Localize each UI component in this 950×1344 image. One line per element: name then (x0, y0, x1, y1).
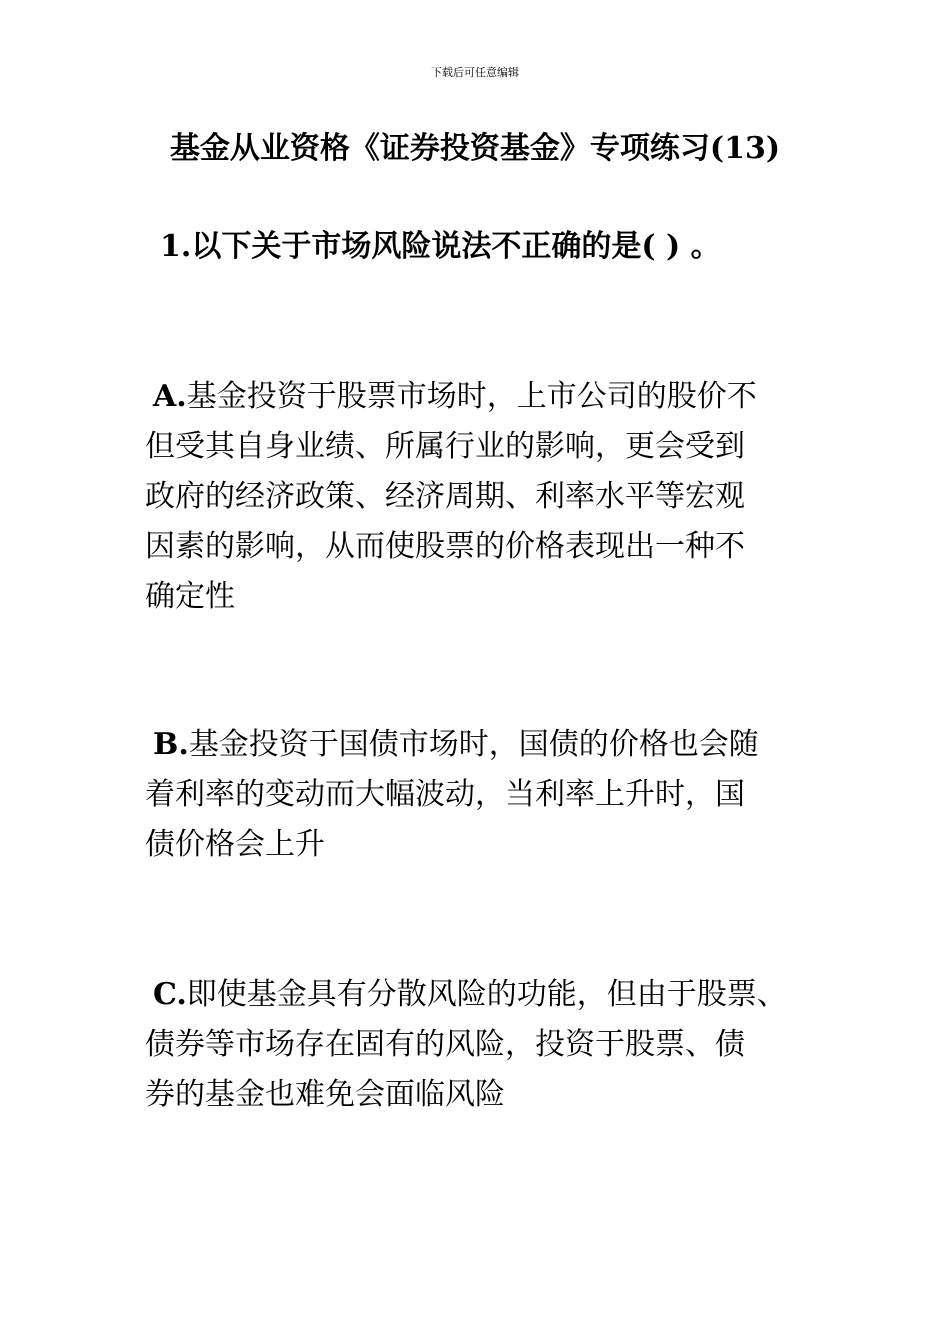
option-c-line-3: 券的基金也难免会面临风险 (145, 1077, 505, 1112)
option-a-line-4: 因素的影响，从而使股票的价格表现出一种不 (145, 529, 745, 564)
option-a-letter: A. (153, 379, 187, 414)
option-a-line-5: 确定性 (145, 579, 235, 614)
option-b-line-2: 着利率的变动而大幅波动，当利率上升时，国 (145, 777, 745, 812)
option-a-line-2: 但受其自身业绩、所属行业的影响，更会受到 (145, 429, 745, 464)
option-a-text: 基金投资于股票市场时，上市公司的股价不 (186, 379, 757, 414)
page-header: 下载后可任意编辑 (431, 66, 519, 79)
option-c (145, 970, 835, 1120)
option-a-line-3: 政府的经济政策、经济周期、利率水平等宏观 (145, 479, 745, 514)
question-text: 1.以下关于市场风险说法不正确的是( ) 。 (160, 229, 721, 264)
document-title: 基金从业资格《证券投资基金》专项练习(13) (169, 131, 781, 166)
option-b-line-1 (145, 720, 835, 770)
option-c-line-1 (145, 970, 835, 1020)
option-b-letter: B. (153, 727, 189, 762)
option-b (145, 720, 835, 870)
option-b-line-3: 债价格会上升 (145, 827, 325, 862)
option-c-line-2: 债券等市场存在固有的风险，投资于股票、债 (145, 1027, 745, 1062)
option-a-line-1 (145, 372, 835, 422)
option-c-text: 即使基金具有分散风险的功能，但由于股票、 (186, 977, 787, 1012)
option-a (145, 372, 835, 622)
option-b-text: 基金投资于国债市场时，国债的价格也会随 (188, 727, 759, 762)
option-c-letter: C. (153, 977, 187, 1012)
